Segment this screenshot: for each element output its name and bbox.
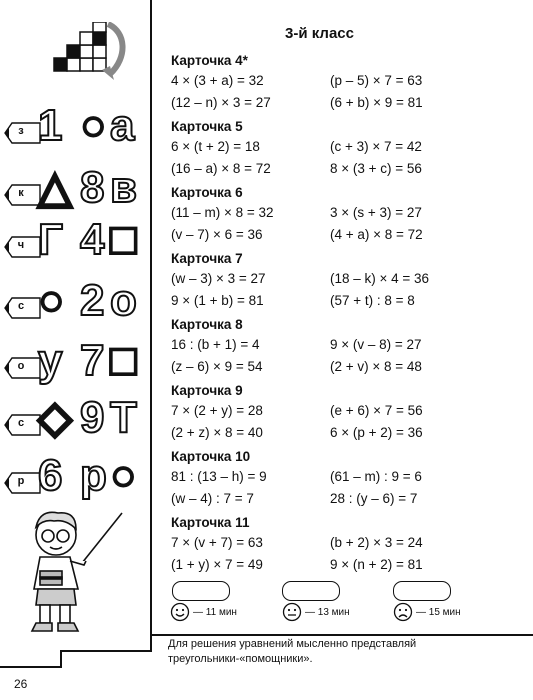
big-outline-glyph: ○ <box>80 101 107 150</box>
pencil-icon <box>4 122 42 144</box>
equation: 7 × (2 + y) = 28 <box>171 403 263 418</box>
pencil-letter: с <box>17 417 25 429</box>
equation: (w – 3) × 3 = 27 <box>171 271 266 286</box>
card-title: Карточка 4* <box>171 53 248 68</box>
equation: (z – 6) × 9 = 54 <box>171 359 263 374</box>
equation: (18 – k) × 4 = 36 <box>330 271 430 286</box>
pencil-icon <box>4 184 42 206</box>
answer-box[interactable] <box>282 581 340 601</box>
big-outline-glyph: 9 <box>80 393 105 442</box>
equation: 3 × (s + 3) = 27 <box>330 205 422 220</box>
equation: (57 + t) : 8 = 8 <box>330 293 415 308</box>
page-title: 3-й класс <box>285 25 354 42</box>
equation: (61 – m) : 9 = 6 <box>330 469 422 484</box>
big-outline-glyph: у <box>38 336 63 385</box>
pencil-letter: с <box>17 300 25 312</box>
answer-box[interactable] <box>172 581 230 601</box>
card-title: Карточка 11 <box>171 515 250 530</box>
big-outline-glyph: □ <box>110 215 137 264</box>
time-label: — 15 мин <box>416 607 461 618</box>
big-outline-glyph: □ <box>110 336 137 385</box>
equation: (b + 2) × 3 = 24 <box>330 535 423 550</box>
pencil-icon <box>4 414 42 436</box>
stair-line <box>150 634 152 650</box>
stair-line <box>0 666 62 668</box>
equation: (11 – m) × 8 = 32 <box>171 205 274 220</box>
equation: (6 + b) × 9 = 81 <box>330 95 423 110</box>
equation: (w – 4) : 7 = 7 <box>171 491 254 506</box>
pencil-letter: к <box>18 187 24 199</box>
equation: (4 + a) × 8 = 72 <box>330 227 423 242</box>
equation: 7 × (v + 7) = 63 <box>171 535 263 550</box>
pencil-icon <box>4 357 42 379</box>
card-title: Карточка 10 <box>171 449 251 464</box>
big-outline-glyph: ○ <box>38 276 65 325</box>
equation: (2 + z) × 8 = 40 <box>171 425 263 440</box>
big-outline-glyph: Г <box>38 215 63 264</box>
equation: 8 × (3 + c) = 56 <box>330 161 422 176</box>
pencil-icon <box>4 472 42 494</box>
equation: 9 × (v – 8) = 27 <box>330 337 422 352</box>
big-outline-glyph: 2 <box>80 276 105 325</box>
cube-logo-icon <box>48 22 130 84</box>
card-title: Карточка 7 <box>171 251 243 266</box>
equation: (16 – a) × 8 = 72 <box>171 161 271 176</box>
big-outline-glyph: △ <box>38 163 72 212</box>
time-label: — 11 мин <box>193 607 237 618</box>
equation: (p – 5) × 7 = 63 <box>330 73 423 88</box>
pencil-letter: з <box>18 125 24 137</box>
equation: 4 × (3 + a) = 32 <box>171 73 264 88</box>
card-title: Карточка 6 <box>171 185 243 200</box>
equation: (12 – n) × 3 = 27 <box>171 95 271 110</box>
pencil-letter: р <box>17 475 25 487</box>
big-outline-glyph: 8 <box>80 163 105 212</box>
big-outline-glyph: Т <box>110 393 137 442</box>
page-number: 26 <box>14 677 28 691</box>
pencil-icon <box>4 236 42 258</box>
equation: 28 : (y – 6) = 7 <box>330 491 418 506</box>
happy-face-icon <box>170 602 190 622</box>
column-divider <box>150 0 152 636</box>
pencil-letter: о <box>17 360 25 372</box>
time-label: — 13 мин <box>305 607 350 618</box>
neutral-face-icon <box>282 602 302 622</box>
pencil-icon <box>4 297 42 319</box>
equation: 9 × (1 + b) = 81 <box>171 293 264 308</box>
equation: 6 × (t + 2) = 18 <box>171 139 260 154</box>
equation: (1 + y) × 7 = 49 <box>171 557 263 572</box>
big-outline-glyph: а <box>110 101 135 150</box>
instruction-note: Для решения уравнений мысленно представляй треугольники-«помощники». <box>168 638 417 665</box>
equation: (c + 3) × 7 = 42 <box>330 139 422 154</box>
big-outline-glyph: в <box>110 163 138 212</box>
sad-face-icon <box>393 602 413 622</box>
big-outline-glyph: о <box>110 276 137 325</box>
card-title: Карточка 5 <box>171 119 243 134</box>
stair-line <box>60 650 62 666</box>
equation: 81 : (13 – h) = 9 <box>171 469 267 484</box>
big-outline-glyph: р <box>80 451 107 500</box>
big-outline-glyph: 7 <box>80 336 105 385</box>
card-title: Карточка 9 <box>171 383 243 398</box>
big-outline-glyph: ◇ <box>38 393 72 442</box>
equation: (v – 7) × 6 = 36 <box>171 227 263 242</box>
big-outline-glyph: ○ <box>110 451 137 500</box>
card-title: Карточка 8 <box>171 317 243 332</box>
stair-line <box>150 634 533 636</box>
pencil-letter: ч <box>17 239 25 251</box>
big-outline-glyph: 4 <box>80 215 105 264</box>
big-outline-glyph: 6 <box>38 451 63 500</box>
answer-box[interactable] <box>393 581 451 601</box>
equation: (e + 6) × 7 = 56 <box>330 403 423 418</box>
big-outline-glyph: 1 <box>38 101 63 150</box>
boy-with-pointer-illustration <box>18 505 128 640</box>
equation: 16 : (b + 1) = 4 <box>171 337 260 352</box>
equation: (2 + v) × 8 = 48 <box>330 359 422 374</box>
equation: 9 × (n + 2) = 81 <box>330 557 423 572</box>
stair-line <box>60 650 152 652</box>
equation: 6 × (p + 2) = 36 <box>330 425 423 440</box>
